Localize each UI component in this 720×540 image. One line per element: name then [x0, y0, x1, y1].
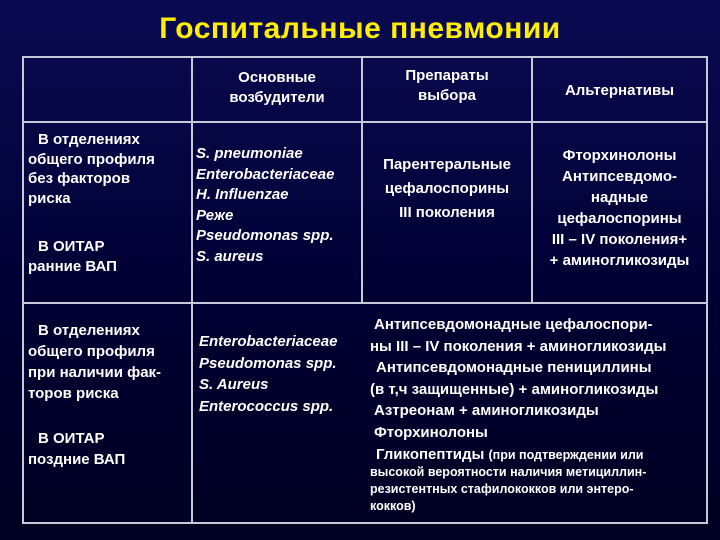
pathogen: S. Aureus [199, 376, 269, 393]
category-line: В ОИТАР [38, 430, 105, 447]
category-line: без факторов [28, 170, 131, 187]
pathogen: Enterobacteriaceae [199, 333, 338, 350]
row1-pathogens [196, 144, 334, 267]
drug-line: III поколения [399, 204, 495, 221]
therapy-line: Антипсевдомонадные цефалоспори- [374, 316, 653, 333]
pathogen: Enterococcus spp. [199, 397, 334, 415]
drug-line: Парентеральные [383, 156, 511, 173]
pathogen: Реже [196, 206, 234, 224]
header-pathogens-line: Основные [238, 69, 316, 86]
row1-category-general [28, 130, 155, 208]
header-drugs [363, 66, 531, 106]
alternative-line: надные [590, 189, 649, 206]
alternative-line: III – IV поколения+ [551, 231, 688, 248]
row1-drugs [363, 153, 531, 225]
pathogen: S. aureus [196, 247, 264, 265]
row1-alternatives [533, 145, 706, 271]
header-alternatives [533, 81, 706, 101]
category-line: при наличии фак- [28, 364, 162, 381]
alternative-line: Антипсевдомо- [562, 168, 677, 185]
table-left-border [22, 56, 24, 524]
glycopeptides-note: (при подтверждении или [488, 448, 644, 462]
header-drugs-line: Препараты [405, 67, 489, 84]
category-line: В ОИТАР [38, 238, 105, 255]
drug-line: цефалоспорины [384, 180, 510, 197]
header-drugs-line: выбора [418, 87, 476, 104]
category-line: общего профиля [28, 343, 155, 360]
category-line: торов риска [28, 385, 119, 402]
therapy-line: Фторхинолоны [374, 423, 488, 441]
header-divider [22, 121, 708, 123]
row2-therapy-note [370, 464, 646, 515]
therapy-line: ны III – IV поколения + аминогликозиды [370, 337, 667, 355]
row2-therapy [370, 314, 666, 443]
category-line: риска [28, 189, 71, 207]
category-line: общего профиля [28, 150, 155, 168]
column-divider-1 [191, 56, 193, 524]
therapy-line [370, 445, 644, 465]
therapy-line: Азтреонам + аминогликозиды [374, 402, 599, 419]
alternative-line: + аминогликозиды [549, 252, 690, 269]
pathogen: Enterobacteriaceae [196, 165, 335, 183]
row2-pathogens [199, 331, 337, 417]
therapy-line: (в т,ч защищенные) + аминогликозиды [370, 380, 659, 398]
note-line: высокой вероятности наличия метициллин- [370, 465, 647, 479]
category-line: В отделениях [38, 131, 140, 148]
category-line: ранние ВАП [28, 257, 117, 275]
header-alternatives-text: Альтернативы [564, 82, 675, 99]
row2-glycopeptides [370, 445, 644, 465]
glycopeptides-label: Гликопептиды [376, 446, 485, 463]
table-right-border [706, 56, 708, 524]
category-line: В отделениях [38, 322, 140, 339]
row2-category-icu [28, 428, 125, 470]
pathogen: Pseudomonas spp. [196, 227, 334, 244]
row-divider [22, 302, 708, 304]
page-title: Госпитальные пневмонии [159, 12, 561, 45]
category-line: поздние ВАП [28, 451, 126, 468]
note-line: резистентных стафилококков или энтеро- [370, 482, 634, 496]
header-pathogens-line: возбудители [229, 89, 325, 106]
row2-category-general [28, 320, 161, 404]
header-pathogens [193, 68, 361, 108]
pathogen: S. pneumoniae [196, 145, 303, 162]
table-top-border [22, 56, 708, 58]
row1-category-icu [28, 237, 117, 276]
table-bottom-border [22, 522, 708, 524]
therapy-line: Антипсевдомонадные пенициллины [376, 359, 652, 376]
alternative-line: цефалоспорины [557, 210, 682, 227]
pathogen: H. Influenzae [196, 186, 289, 203]
pathogen: Pseudomonas spp. [199, 354, 337, 372]
note-line: кокков) [370, 499, 416, 513]
alternative-line: Фторхинолоны [562, 147, 677, 164]
